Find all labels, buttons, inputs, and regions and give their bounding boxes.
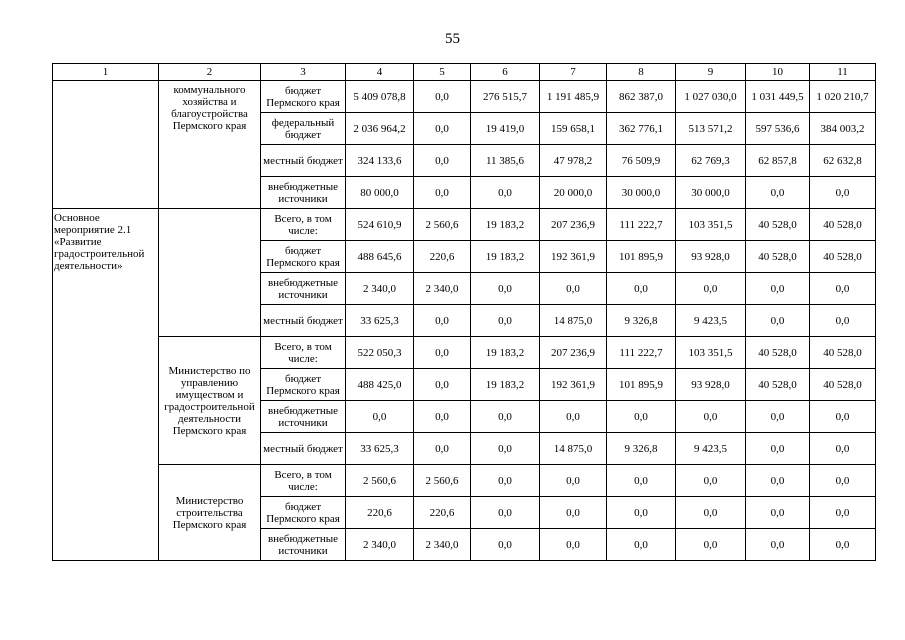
value-cell: 40 528,0 [746, 369, 810, 401]
value-cell: 93 928,0 [676, 241, 746, 273]
value-cell: 11 385,6 [471, 145, 540, 177]
column-header: 11 [810, 64, 876, 81]
funding-source-cell: Всего, в том числе: [261, 209, 346, 241]
value-cell: 207 236,9 [540, 337, 607, 369]
value-cell: 62 769,3 [676, 145, 746, 177]
column-header: 5 [414, 64, 471, 81]
value-cell: 0,0 [414, 113, 471, 145]
value-cell: 0,0 [810, 497, 876, 529]
funding-source-cell: федеральный бюджет [261, 113, 346, 145]
value-cell: 362 776,1 [607, 113, 676, 145]
value-cell: 0,0 [540, 497, 607, 529]
value-cell: 0,0 [471, 433, 540, 465]
value-cell: 0,0 [607, 401, 676, 433]
column-header: 4 [346, 64, 414, 81]
value-cell: 0,0 [471, 305, 540, 337]
column-header: 6 [471, 64, 540, 81]
value-cell: 5 409 078,8 [346, 81, 414, 113]
value-cell: 0,0 [746, 497, 810, 529]
value-cell: 0,0 [414, 337, 471, 369]
value-cell: 0,0 [746, 433, 810, 465]
value-cell: 0,0 [810, 529, 876, 561]
funding-source-cell: внебюджетные источники [261, 529, 346, 561]
value-cell: 9 326,8 [607, 433, 676, 465]
value-cell: 1 191 485,9 [540, 81, 607, 113]
value-cell: 40 528,0 [746, 209, 810, 241]
value-cell: 0,0 [746, 465, 810, 497]
value-cell: 0,0 [540, 273, 607, 305]
value-cell: 220,6 [346, 497, 414, 529]
value-cell: 0,0 [810, 401, 876, 433]
value-cell: 0,0 [471, 177, 540, 209]
executor-cell: Министерство по управлению имуществом и градостроительной деятельности Пермского края [159, 337, 261, 465]
funding-source-cell: местный бюджет [261, 145, 346, 177]
executor-cell: Министерство строительства Пермского края [159, 465, 261, 561]
value-cell: 19 419,0 [471, 113, 540, 145]
column-header: 1 [53, 64, 159, 81]
value-cell: 0,0 [414, 305, 471, 337]
executor-cell [159, 209, 261, 337]
value-cell: 0,0 [414, 177, 471, 209]
value-cell: 862 387,0 [607, 81, 676, 113]
funding-source-cell: внебюджетные источники [261, 177, 346, 209]
value-cell: 0,0 [810, 305, 876, 337]
value-cell: 0,0 [607, 529, 676, 561]
value-cell: 111 222,7 [607, 209, 676, 241]
value-cell: 488 425,0 [346, 369, 414, 401]
value-cell: 524 610,9 [346, 209, 414, 241]
value-cell: 192 361,9 [540, 369, 607, 401]
value-cell: 2 340,0 [414, 273, 471, 305]
value-cell: 40 528,0 [810, 369, 876, 401]
value-cell: 101 895,9 [607, 241, 676, 273]
value-cell: 33 625,3 [346, 305, 414, 337]
value-cell: 0,0 [471, 273, 540, 305]
value-cell: 2 560,6 [414, 465, 471, 497]
value-cell: 0,0 [471, 529, 540, 561]
funding-source-cell: местный бюджет [261, 305, 346, 337]
value-cell: 14 875,0 [540, 433, 607, 465]
value-cell: 111 222,7 [607, 337, 676, 369]
activity-cell: Основное мероприятие 2.1 «Развитие градостроительной деятельности» [53, 209, 159, 561]
value-cell: 0,0 [414, 401, 471, 433]
value-cell: 47 978,2 [540, 145, 607, 177]
value-cell: 19 183,2 [471, 241, 540, 273]
funding-source-cell: бюджет Пермского края [261, 241, 346, 273]
funding-source-cell: бюджет Пермского края [261, 369, 346, 401]
value-cell: 159 658,1 [540, 113, 607, 145]
value-cell: 40 528,0 [810, 337, 876, 369]
value-cell: 0,0 [540, 529, 607, 561]
value-cell: 19 183,2 [471, 337, 540, 369]
funding-source-cell: внебюджетные источники [261, 401, 346, 433]
value-cell: 0,0 [471, 465, 540, 497]
value-cell: 0,0 [676, 497, 746, 529]
column-header: 7 [540, 64, 607, 81]
value-cell: 0,0 [414, 81, 471, 113]
value-cell: 2 340,0 [346, 529, 414, 561]
value-cell: 384 003,2 [810, 113, 876, 145]
value-cell: 276 515,7 [471, 81, 540, 113]
value-cell: 103 351,5 [676, 337, 746, 369]
value-cell: 0,0 [676, 401, 746, 433]
value-cell: 192 361,9 [540, 241, 607, 273]
value-cell: 0,0 [346, 401, 414, 433]
value-cell: 2 560,6 [414, 209, 471, 241]
value-cell: 19 183,2 [471, 209, 540, 241]
value-cell: 40 528,0 [746, 241, 810, 273]
value-cell: 220,6 [414, 497, 471, 529]
value-cell: 1 027 030,0 [676, 81, 746, 113]
value-cell: 1 031 449,5 [746, 81, 810, 113]
column-header: 8 [607, 64, 676, 81]
funding-source-cell: Всего, в том числе: [261, 337, 346, 369]
value-cell: 0,0 [676, 529, 746, 561]
value-cell: 0,0 [471, 401, 540, 433]
value-cell: 101 895,9 [607, 369, 676, 401]
value-cell: 0,0 [810, 433, 876, 465]
value-cell: 522 050,3 [346, 337, 414, 369]
value-cell: 76 509,9 [607, 145, 676, 177]
value-cell: 2 340,0 [414, 529, 471, 561]
page-number: 55 [445, 31, 460, 47]
value-cell: 0,0 [676, 465, 746, 497]
table-header-row [53, 64, 876, 81]
value-cell: 0,0 [810, 177, 876, 209]
value-cell: 0,0 [746, 529, 810, 561]
value-cell: 597 536,6 [746, 113, 810, 145]
table-row [53, 209, 876, 241]
value-cell: 0,0 [607, 273, 676, 305]
funding-source-cell: Всего, в том числе: [261, 465, 346, 497]
value-cell: 2 036 964,2 [346, 113, 414, 145]
value-cell: 30 000,0 [676, 177, 746, 209]
value-cell: 0,0 [746, 177, 810, 209]
value-cell: 40 528,0 [810, 241, 876, 273]
value-cell: 20 000,0 [540, 177, 607, 209]
value-cell: 0,0 [607, 465, 676, 497]
value-cell: 0,0 [810, 465, 876, 497]
column-header: 3 [261, 64, 346, 81]
executor-cell: коммунального хозяйства и благоустройства Пермского края [159, 81, 261, 209]
value-cell: 2 560,6 [346, 465, 414, 497]
value-cell: 62 857,8 [746, 145, 810, 177]
value-cell: 9 423,5 [676, 433, 746, 465]
table-row [53, 337, 876, 369]
funding-source-cell: бюджет Пермского края [261, 81, 346, 113]
value-cell: 19 183,2 [471, 369, 540, 401]
value-cell: 0,0 [414, 145, 471, 177]
activity-cell [53, 81, 159, 209]
value-cell: 30 000,0 [607, 177, 676, 209]
value-cell: 0,0 [746, 305, 810, 337]
column-header: 2 [159, 64, 261, 81]
value-cell: 93 928,0 [676, 369, 746, 401]
funding-source-cell: местный бюджет [261, 433, 346, 465]
value-cell: 0,0 [471, 497, 540, 529]
value-cell: 62 632,8 [810, 145, 876, 177]
table-row [53, 81, 876, 113]
column-header: 10 [746, 64, 810, 81]
value-cell: 0,0 [540, 401, 607, 433]
value-cell: 220,6 [414, 241, 471, 273]
value-cell: 33 625,3 [346, 433, 414, 465]
value-cell: 9 326,8 [607, 305, 676, 337]
value-cell: 40 528,0 [810, 209, 876, 241]
value-cell: 488 645,6 [346, 241, 414, 273]
value-cell: 0,0 [414, 369, 471, 401]
funding-source-cell: бюджет Пермского края [261, 497, 346, 529]
budget-table [52, 63, 876, 561]
value-cell: 0,0 [414, 433, 471, 465]
value-cell: 0,0 [540, 465, 607, 497]
value-cell: 513 571,2 [676, 113, 746, 145]
value-cell: 103 351,5 [676, 209, 746, 241]
value-cell: 0,0 [746, 273, 810, 305]
value-cell: 0,0 [746, 401, 810, 433]
value-cell: 14 875,0 [540, 305, 607, 337]
value-cell: 0,0 [810, 273, 876, 305]
value-cell: 0,0 [607, 497, 676, 529]
column-header: 9 [676, 64, 746, 81]
value-cell: 2 340,0 [346, 273, 414, 305]
value-cell: 40 528,0 [746, 337, 810, 369]
value-cell: 324 133,6 [346, 145, 414, 177]
value-cell: 0,0 [676, 273, 746, 305]
value-cell: 80 000,0 [346, 177, 414, 209]
funding-source-cell: внебюджетные источники [261, 273, 346, 305]
value-cell: 9 423,5 [676, 305, 746, 337]
value-cell: 207 236,9 [540, 209, 607, 241]
table-row [53, 465, 876, 497]
value-cell: 1 020 210,7 [810, 81, 876, 113]
